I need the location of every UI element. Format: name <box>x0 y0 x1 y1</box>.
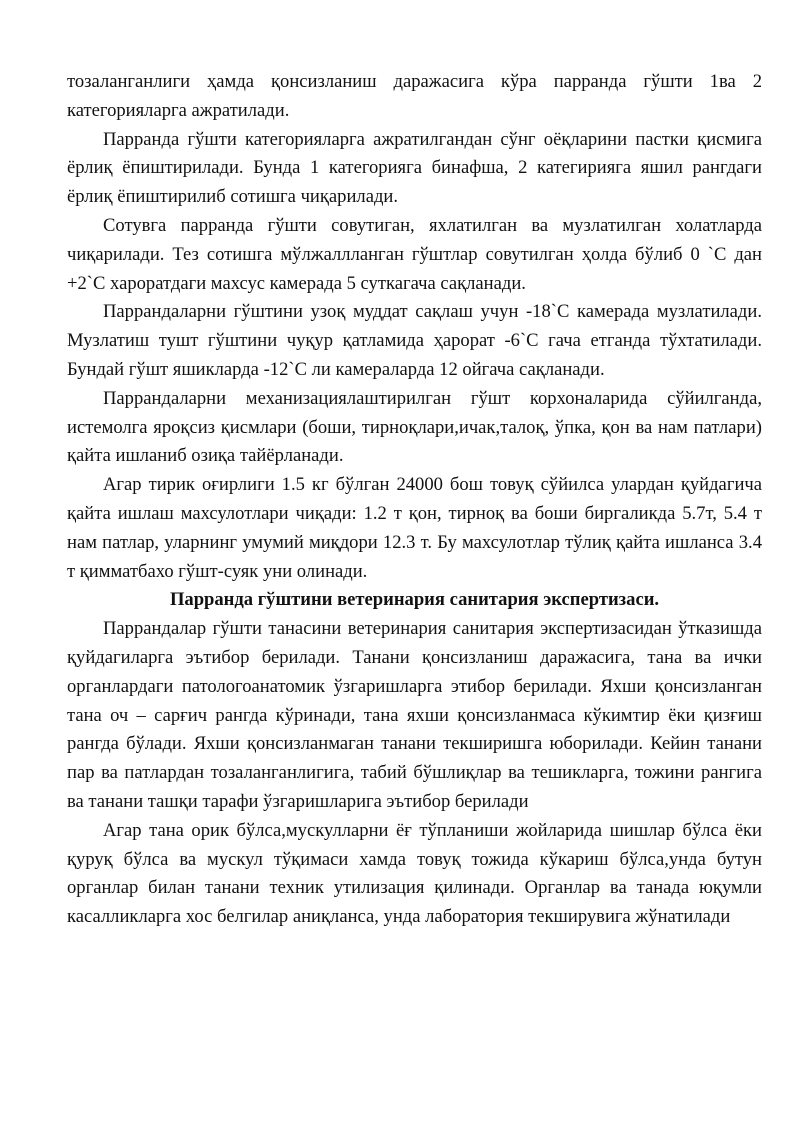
paragraph-storage-frozen: Паррандаларни гўштини узоқ муддат сақлаш учун -18`С камерада музлатилади. Музлатиш тушт гўштини чуқур қатламида ҳарорат -6`С гача етганда тўхтатилади. Бундай гўшт яшикларда -12`С ли камераларда 12 ойгача сақланади. <box>67 301 762 380</box>
paragraph-continuation: тозаланганлиги ҳамда қонсизланиш даражасига кўра парранда гўшти 1ва 2 категорияларга ажратилади. <box>67 71 762 121</box>
paragraph-labeling: Парранда гўшти категорияларга ажратилгандан сўнг оёқларини пастки қисмига ёрлиқ ёпиштирилади. Бунда 1 категорияга бинафша, 2 категирияга яшил рангдаги ёрлиқ ёпиштирилиб сотишга чиқарилади. <box>67 128 762 208</box>
section-heading: Парранда гўштини ветеринария санитария экспертизаси. <box>169 589 660 611</box>
paragraph-processing-yield: Агар тирик оғирлиги 1.5 кг бўлган 24000 бош товуқ сўйилса улардан қуйдагича қайта ишлаш махсулотлари чиқади: 1.2 т қон, тирноқ ва боши биргаликда 5.7т, 5.4 т нам патлар, уларнинг умумий миқдори 12.3 т. Бу махсулотлар тўлиқ қайта ишланса 3.4 т қимматбахо гўшт-суяк уни олинади. <box>67 474 762 582</box>
paragraph-inspection: Паррандалар гўшти танасини ветеринария санитария экспертизасидан ўтказишда қуйдагиларга эътибор берилади. Танани қонсизланиш даражасига, тана ва ички органлардаги патологоанатомик ўзгаришларга этибор берилади. Яхши қонсизланган тана оч – сарғич рангда кўринади, тана яхши қонсизланмаса кўкимтир ёки қизғиш рангда бўлади. Яхши қонсизланмаган танани текширишга юборилади. Кейин танани пар ва патлардан тозаланганлигига, табий бўшлиқлар ва тешикларга, тожини рангига ва танани ташқи тарафи ўзгаришларига эътибор берилади <box>67 618 762 812</box>
paragraph-storage-chilled: Сотувга парранда гўшти совутиган, яхлатилган ва музлатилган холатларда чиқарилади. Тез сотишга мўлжаллланган гўштлар совутилган ҳолда бўлиб 0 `С дан +2`С хароратдаги махсус камерада 5 суткагача сақланади. <box>67 214 762 294</box>
document-page <box>67 68 762 932</box>
paragraph-utilization: Агар тана орик бўлса,мускулларни ёғ тўпланиши жойларида шишлар бўлса ёки қуруқ бўлса ва мускул тўқимаси хамда товуқ тожида кўкариш бўлса,унда бутун органлар билан танани техник утилизация қилинади. Органлар ва танада юқумли касалликларга хос белгилар аниқланса, унда лаборатория текширувига жўнатилади <box>67 819 762 928</box>
paragraph-byproducts: Паррандаларни механизациялаштирилган гўшт корхоналарида сўйилганда, истемолга яроқсиз қисмлари (боши, тирноқлари,ичак,талоқ, ўпка, қон ва нам патлари) қайта ишланиб озиқа тайёрланади. <box>67 387 762 467</box>
